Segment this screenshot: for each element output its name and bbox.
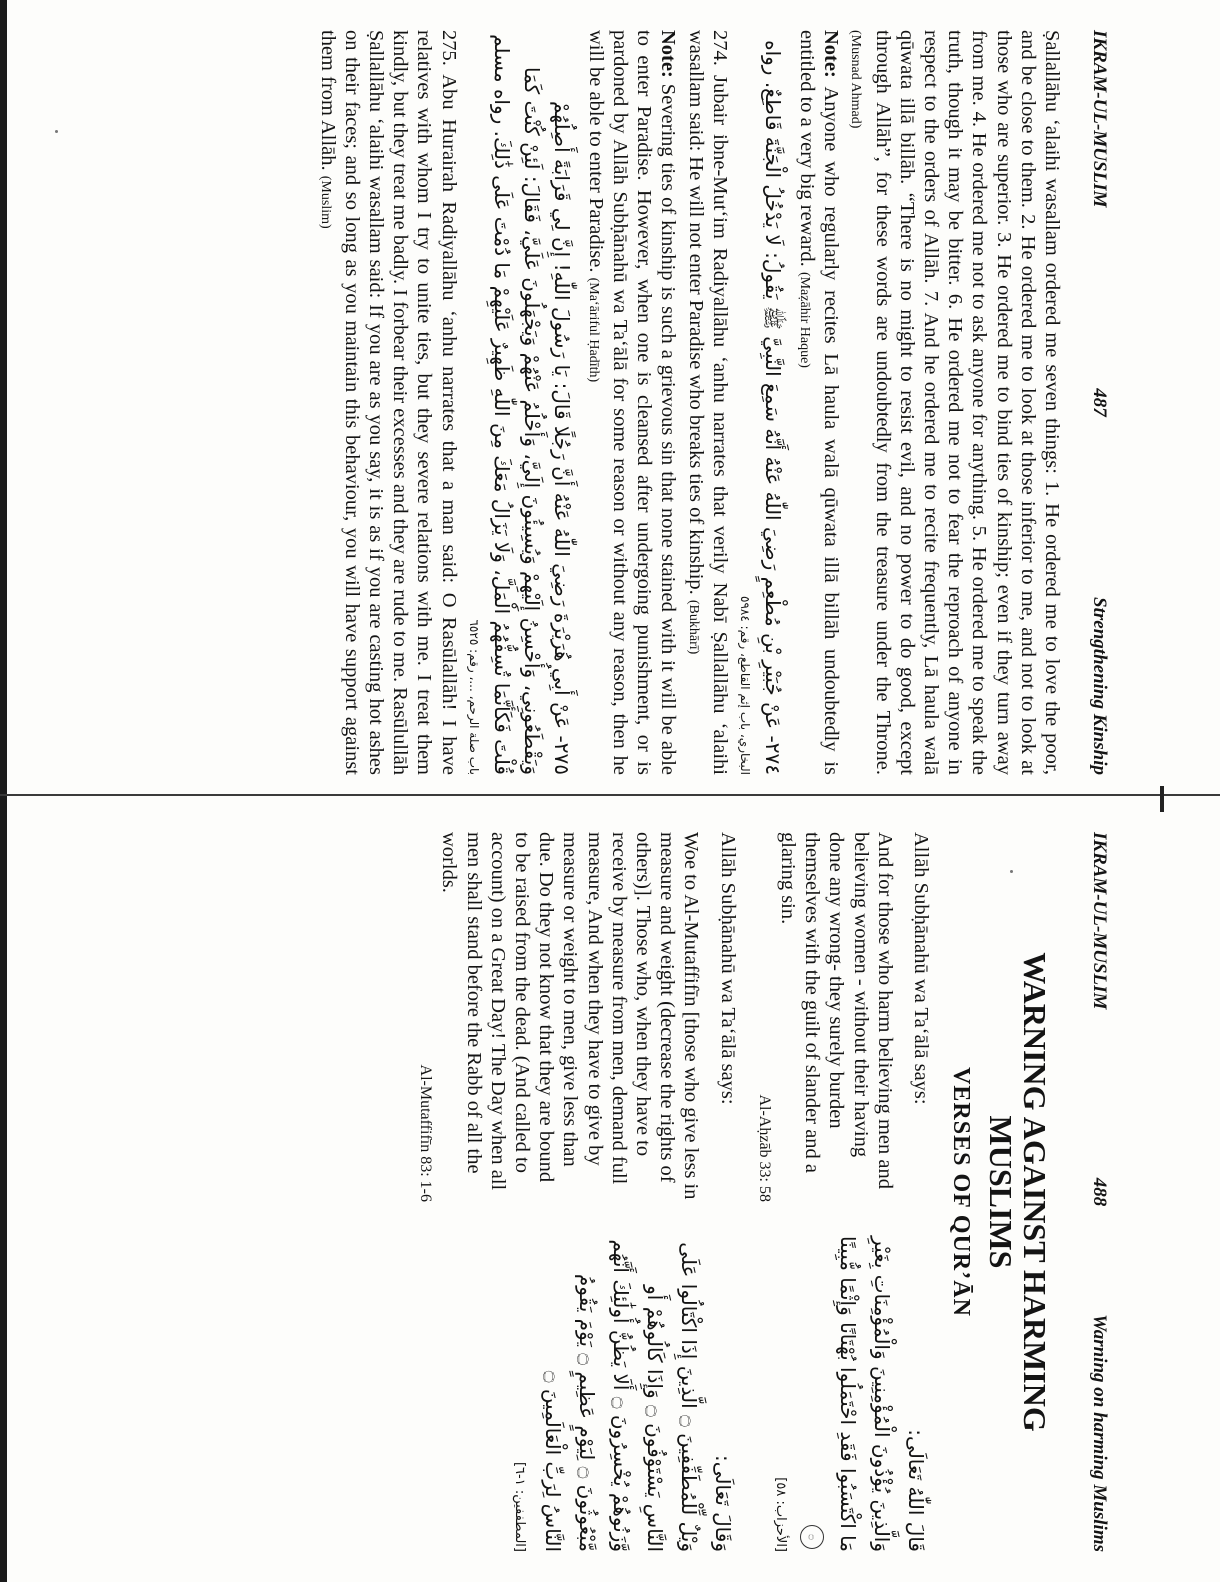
header-chapter-title: Warning on harming Muslims: [1089, 1314, 1110, 1552]
verse-arabic-intro: وَقَالَ تَعَالَى:: [710, 1454, 735, 1552]
verse-block-mutaffifin: [413, 832, 740, 1552]
note-label: Note:: [657, 30, 680, 78]
source-citation: (Musnad Ahmad): [848, 30, 864, 129]
verse-translation: And for those who harm believing men and believing women - without their having done any wrong- they surely burden themselves with the guilt of slander and a glaring sin.: [776, 832, 896, 1189]
ayah-end-marker-icon: ۝: [801, 1525, 825, 1549]
source-citation: (Ma‘āriful Ḥadīth): [585, 277, 601, 383]
page-fold-line: [0, 794, 1220, 796]
hadith-275-translation: 275. Abu Hurairah Radiyallāhu ‘anhu narrates that a man said: O Rasūlallāh! I have relatives with whom I try to unite ties, but they severe relations with me. I treat them kindly, but they treat me badly. I forbear their excesses and they are rude to me. Rasūlullāh Ṣallallāhu ‘alaihi wasallam said: If you are as you say, it is as if you are casting hot ashes on their faces; and so long as you maintain this behaviour, you will have support against them from Allāh. (Muslim): [316, 30, 460, 775]
header-page-number: 487: [1089, 388, 1110, 417]
verse-reference: Al-Mutaffifīn 83: 1-6: [417, 1064, 435, 1202]
page-487: [100, 30, 1110, 775]
header-chapter-title: Strengthening Kinship: [1089, 597, 1110, 775]
hadith-275-arabic-reference: باب صلة الرحم، ...، رقم: ٦٥٢٥: [466, 619, 481, 775]
verse-intro: Allāh Subḥānahū wa Ta‘ālā says:: [910, 832, 932, 1105]
page-488: [100, 832, 1110, 1552]
chapter-title: WARNING AGAINST HARMING MUSLIMS: [983, 952, 1053, 1432]
verse-block-ahzab: [752, 832, 933, 1552]
header-book-title: IKRAM-UL-MUSLIM: [1089, 30, 1110, 208]
verse-intro: Allāh Subḥānahū wa Ta‘ālā says:: [716, 832, 739, 1105]
hadith-274-translation: 274. Jubair ibne-Mut‘im Radiyallāhu ‘anhu narrates that verily Nabī Ṣallallāhu ‘alaihi wasallam said: He will not enter Paradise who breaks ties of kinship. (Bukhārī): [684, 30, 731, 775]
verse-reference: Al-Aḥzāb 33: 58: [755, 1094, 773, 1202]
header-page-number: 488: [1089, 1177, 1110, 1207]
verse-arabic-reference: [الأحزاب: ٥٨]: [773, 1477, 788, 1552]
verse-translation: Woe to Al-Mutaffifīn [those who give less in measure and weight (decrease the rights of others)]. Those who, when they have to receive by measure from men, demand full measure, And when they have to give by measure or weight to men, give less than due. Do they not know that they are bound to be raised from the dead. (And called to account) on a Great Day! The Day when all men shall stand before the Rabb of all the worlds.: [438, 832, 703, 1200]
verse-arabic: وَالَّذِينَ يُؤْذُونَ الْمُؤْمِنِينَ وَالْمُؤْمِنَاتِ بِغَيْرِ مَا اكْتَسَبُوا فَقَدِ احْتَمَلُوا بُهْتَانًا وَإِثْمًا مُّبِينًا۝: [797, 1222, 899, 1552]
hadith-274-arabic-reference: البخاري، باب إثم القاطع، رقم: ٥٩٨٤: [737, 596, 752, 775]
source-citation: (Bukhārī): [685, 599, 701, 655]
note-paragraph: Note: Severing ties of kinship is such a grievous sin that none stained with it will be able to enter Paradise. However, when one is cleansed after undergoing punishment, or is pardoned by Allāh Subḥānahū wa Ta‘ālā for some reason or without any reason, then he will be able to enter Paradise. (Ma‘āriful Ḥadīth): [584, 30, 680, 776]
header-book-title: IKRAM-UL-MUSLIM: [1089, 832, 1110, 1010]
intro-paragraph: Ṣallallāhu ‘alaihi wasallam ordered me seven things: 1. He ordered me to love the poor, and be close to them. 2. He ordered me to look at those inferior to me, and not to look at those who are superior. 3. He ordered me to bind ties of kinship; even if they turn away from me. 4. He ordered me not to ask anyone for anything. 5. He ordered me to speak the truth, though it may be bitter. 6. He ordered me not to fear the reproach of anyone in respect to the orders of Allāh. 7. And he ordered me to recite frequently, Lā haula walā qūwata illā billāh. “There is no might to resist evil, and no power to do good, except through Allāh”, for these words are undoubtedly from the treasure under the Throne. (Musnad Ahmad): [848, 30, 1063, 775]
hadith-275-arabic: ٢٧٥- عَنْ أَبِي هُرَيْرَةَ رَضِيَ اللّٰهُ عَنْهُ أَنَّ رَجُلًا قَالَ: يَا رَسُولَ اللّٰهِ! إِنَّ لِي قَرَابَةً أَصِلُهُمْ وَيَقْطَعُونِي، وَأُحْسِنُ إِلَيْهِمْ وَيُسِيئُونَ إِلَيَّ، وَأَحْلُمُ عَنْهُمْ وَيَجْهَلُونَ عَلَيَّ، فَقَالَ: لَئِنْ كُنْتَ كَمَا قُلْتَ فَكَأَنَّمَا تُسِفُّهُمُ الْمَلَّ، وَلَا يَزَالُ مَعَكَ مِنَ اللّٰهِ ظَهِيرٌ عَلَيْهِمْ مَا دُمْتَ عَلَى ذَٰلِكَ. رواه مسلم: [489, 34, 574, 775]
page-header: [1064, 832, 1110, 1552]
hadith-274-arabic: ٢٧٤- عَنْ جُبَيْرِ بْنِ مُطْعِمٍ رَضِيَ اللّٰهُ عَنْهُ أَنَّهُ سَمِعَ النَّبِيَّ ﷺ يَقُولُ: لَا يَدْخُلُ الْجَنَّةَ قَاطِعٌ. رواه: [760, 40, 785, 775]
verse-arabic: وَيْلٌ لِّلْمُطَفِّفِينَ ۝ الَّذِينَ إِذَا اكْتَالُوا عَلَى النَّاسِ يَسْتَوْفُونَ ۝ وَإِذَا كَالُوهُمْ أَو وَّزَنُوهُمْ يُخْسِرُونَ ۝ أَلَا يَظُنُّ أُولَٰئِكَ أَنَّهُم مَّبْعُوثُونَ ۝ لِيَوْمٍ عَظِيمٍ ۝ يَوْمَ يَقُومُ النَّاسُ لِرَبِّ الْعَالَمِينَ ۝: [540, 1239, 701, 1552]
note-label: Note:: [820, 30, 843, 78]
note-paragraph: Note: Anyone who regularly recites Lā haula walā qūwata illā billāh undoubtedly is entitled to a very big reward. (Maẓāhir Haque): [795, 30, 843, 776]
book-spine-edge: [0, 0, 7, 1582]
verse-arabic-intro: قَالَ اللّٰهُ تَعَالَى:: [904, 1429, 928, 1552]
section-title: VERSES OF QUR’ĀN: [948, 1067, 974, 1317]
page-header: [1064, 30, 1110, 775]
source-citation: (Muslim): [317, 175, 333, 229]
scan-speck: [55, 130, 58, 133]
verse-arabic-reference: [المطففين: ١-٦]: [511, 1461, 527, 1552]
source-citation: (Maẓāhir Haque): [796, 271, 812, 368]
fold-binding-mark: [1160, 786, 1164, 812]
